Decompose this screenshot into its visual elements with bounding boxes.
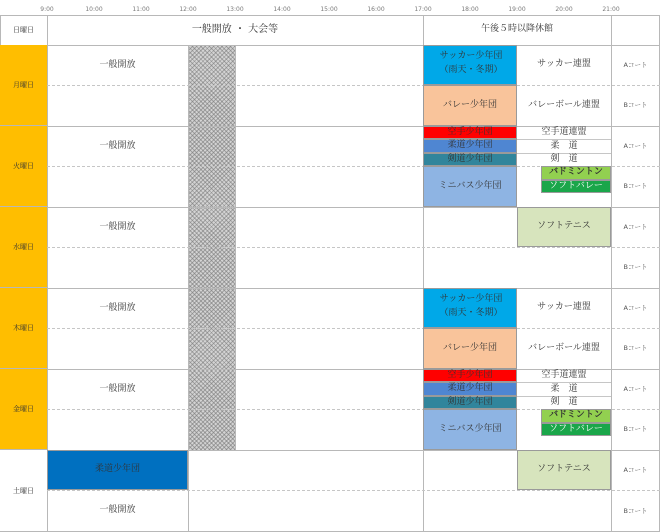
time-tick: 21:00 [602,6,620,13]
court-b-mon: Bコート [623,101,648,110]
event-judo-tue[interactable]: 柔道少年団 [423,139,517,153]
time-tick: 20:00 [555,6,573,13]
time-tick: 18:00 [461,6,479,13]
time-tick: 16:00 [367,6,385,13]
court-a-sat: Aコート [623,465,648,474]
event-judo-league-fri: 柔 道 [517,382,611,396]
event-judo-fri[interactable]: 柔道少年団 [423,382,517,396]
court-b-sat: Bコート [623,506,648,515]
event-judo-sat[interactable]: 柔道少年団 [47,450,188,490]
event-softvolley-fri[interactable]: ソフトバレー [541,423,611,436]
general-open-sat: 一般開放 [99,505,136,516]
event-karate-fri[interactable]: 空手少年団 [423,369,517,382]
day-saturday: 土曜日 [0,450,47,532]
day-friday: 金曜日 [0,369,47,450]
day-wednesday: 水曜日 [0,207,47,288]
header-general-open: 一般開放 ・ 大会等 [191,23,279,35]
court-a-fri: Aコート [623,384,648,393]
event-soccer-league-thu: サッカー連盟 [537,302,591,313]
event-soccer-league-mon: サッカー連盟 [537,59,591,70]
general-open-fri: 一般開放 [99,384,136,395]
event-soccer-thu[interactable] [423,288,517,328]
event-soccer-note: （雨天・冬期） [439,308,503,319]
event-karate-league-tue: 空手道連盟 [541,126,587,137]
court-divider [47,490,660,491]
time-tick: 9:00 [40,6,54,13]
header-after5-closed: 午後５時以降休館 [480,24,553,35]
general-open-thu: 一般開放 [99,303,136,314]
event-minibas-fri[interactable]: ミニバス少年団 [423,409,517,450]
time-tick: 19:00 [508,6,526,13]
court-b-wed: Bコート [623,263,648,272]
event-kendo-tue[interactable]: 剣道少年団 [423,153,517,166]
event-softtennis-wed[interactable]: ソフトテニス [517,207,611,247]
event-minibas-tue[interactable]: ミニバス少年団 [423,166,517,207]
event-softvolley-tue[interactable]: ソフトバレー [541,180,611,193]
event-volley-mon[interactable]: バレー少年団 [423,85,517,126]
event-softtennis-sat[interactable]: ソフトテニス [517,450,611,490]
time-tick: 17:00 [414,6,432,13]
court-b-thu: Bコート [623,344,648,353]
court-divider [47,247,660,248]
time-tick: 14:00 [273,6,291,13]
event-badminton-tue[interactable]: バドミントン [541,166,611,180]
time-tick: 10:00 [85,6,103,13]
event-soccer-mon[interactable] [423,45,517,85]
day-monday: 月曜日 [0,45,47,126]
court-a-thu: Aコート [623,303,648,312]
general-open-tue: 一般開放 [99,141,136,152]
court-a-wed: Aコート [623,222,648,231]
time-tick: 11:00 [132,6,150,13]
time-tick: 12:00 [179,6,197,13]
event-kendo-league-tue: 剣 道 [517,153,611,166]
event-badminton-fri[interactable]: バドミントン [541,409,611,423]
general-open-mon: 一般開放 [99,60,136,71]
court-b-fri: Bコート [623,425,648,434]
event-soccer-label: サッカー少年団 [439,51,503,62]
time-tick: 13:00 [226,6,244,13]
event-soccer-label: サッカー少年団 [439,294,503,305]
event-volley-league-thu: バレーボール連盟 [528,342,600,353]
event-karate-league-fri: 空手道連盟 [541,369,587,380]
event-volley-league-mon: バレーボール連盟 [528,99,600,110]
event-soccer-note: （雨天・冬期） [439,65,503,76]
event-kendo-league-fri: 剣 道 [517,396,611,409]
time-tick: 15:00 [320,6,338,13]
day-header-sunday: 日曜日 [13,25,34,34]
event-judo-league-tue: 柔 道 [517,139,611,153]
court-b-tue: Bコート [623,182,648,191]
court-a-mon: Aコート [623,60,648,69]
event-kendo-fri[interactable]: 剣道少年団 [423,396,517,409]
event-karate-tue[interactable]: 空手少年団 [423,126,517,139]
court-a-tue: Aコート [623,141,648,150]
event-volley-thu[interactable]: バレー少年団 [423,328,517,369]
day-tuesday: 火曜日 [0,126,47,207]
general-open-wed: 一般開放 [99,222,136,233]
day-thursday: 木曜日 [0,288,47,369]
